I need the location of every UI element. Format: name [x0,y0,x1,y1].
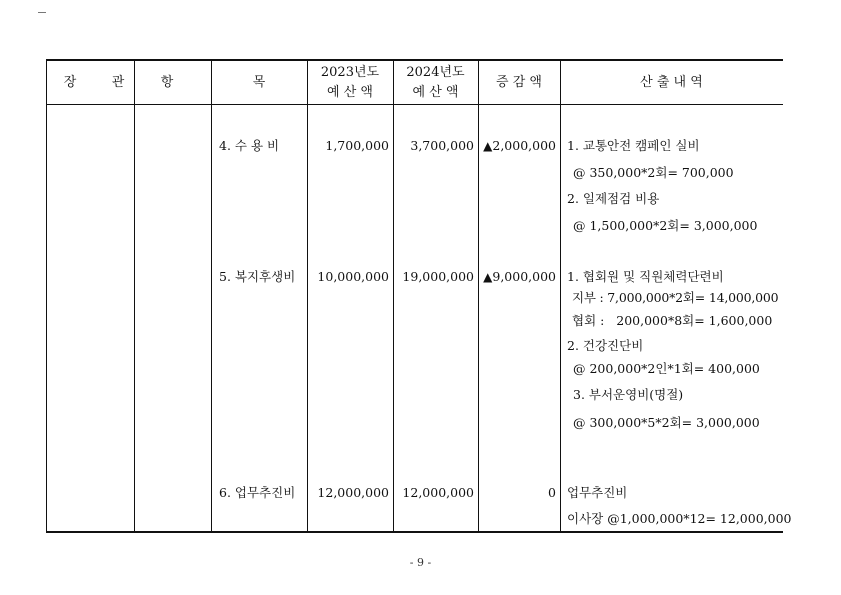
change-amount [478,138,556,154]
detail-line: @ 1,500,000*2회= 3,000,000 [573,218,758,233]
change-value: 9,000,000 [492,269,556,284]
item-name: 6. 업무추진비 [219,485,296,500]
col-divider [134,60,135,533]
budget-2024: 3,700,000 [410,138,474,153]
col-divider [560,60,561,533]
budget-2024: 19,000,000 [402,269,474,284]
detail-line: 3. 부서운영비(명절) [573,387,684,402]
increase-triangle-icon: ▲ [483,139,493,153]
detail-line: 2. 건강진단비 [567,338,644,353]
col-divider [307,60,308,533]
change-value: 2,000,000 [492,138,556,153]
header-2023-budget: 예 산 액 [327,85,373,100]
detail-line: 협회 : 200,000*8회= 1,600,000 [572,313,773,328]
increase-triangle-icon: ▲ [483,270,493,284]
col-divider [478,60,479,533]
item-name: 4. 수 용 비 [219,138,280,153]
header-gwan: 관 [111,75,125,90]
detail-line: 2. 일제점검 비용 [567,191,660,206]
budget-2023: 1,700,000 [325,138,389,153]
change-amount [478,269,556,285]
detail-line: 1. 협회원 및 직원체력단련비 [567,269,724,284]
header-mok: 목 [252,75,266,90]
detail-line: @ 350,000*2회= 700,000 [573,165,734,180]
budget-2024: 12,000,000 [402,485,474,500]
header-change: 증 감 액 [496,75,542,90]
item-name: 5. 복지후생비 [219,269,296,284]
change-amount [478,485,556,501]
header-2023-year: 2023년도 [320,65,380,80]
detail-line: 업무추진비 [567,485,628,500]
change-value: 0 [548,485,556,500]
detail-line: 지부 : 7,000,000*2회= 14,000,000 [572,290,779,305]
detail-line: 이사장 @1,000,000*12= 12,000,000 [567,511,792,526]
col-divider [211,60,212,533]
budget-2023: 10,000,000 [317,269,389,284]
header-2024-year: 2024년도 [406,65,465,80]
header-jang: 장 [63,75,77,90]
detail-line: 1. 교통안전 캠페인 실비 [567,138,700,153]
header-calc: 산 출 내 역 [640,75,703,90]
detail-line: @ 300,000*5*2회= 3,000,000 [573,415,760,430]
header-2024-budget: 예 산 액 [412,85,459,100]
header-divider [46,104,783,105]
header-hang: 항 [160,75,174,90]
col-divider [393,60,394,533]
scan-mark [38,12,46,13]
page-number: - 9 - [409,556,432,569]
budget-2023: 12,000,000 [317,485,389,500]
detail-line: @ 200,000*2인*1회= 400,000 [573,361,760,376]
